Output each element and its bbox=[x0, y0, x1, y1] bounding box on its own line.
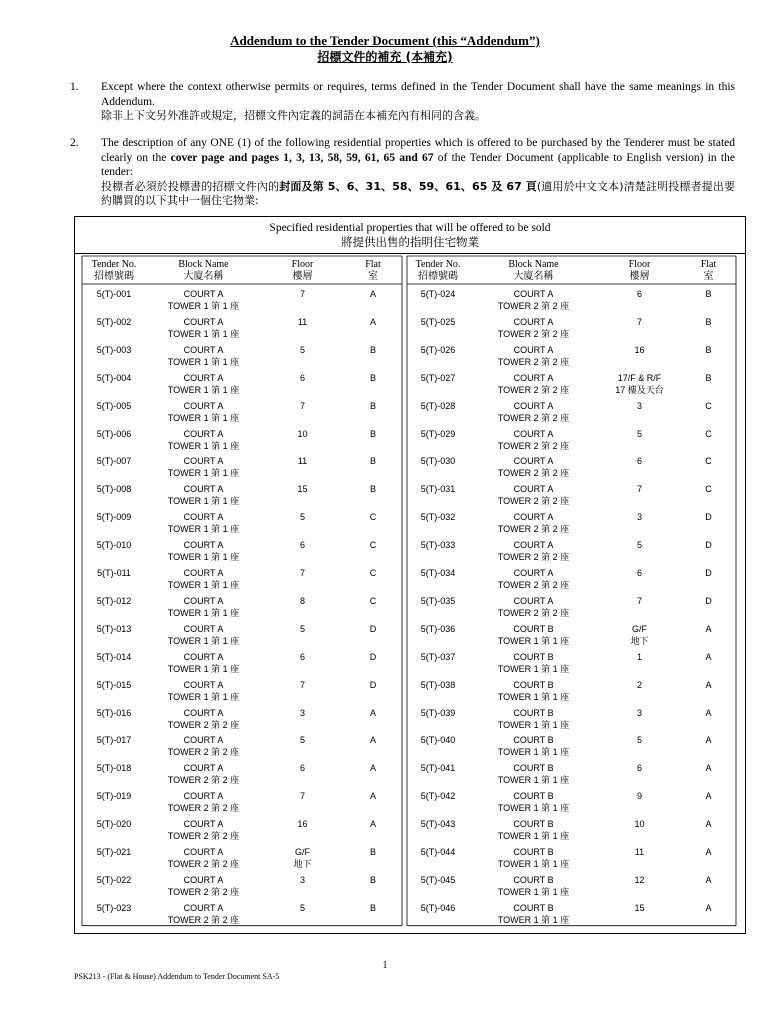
tender-number: 5(T)-024 bbox=[420, 289, 456, 299]
block-court: COURT A bbox=[513, 540, 554, 551]
floor-value: 7 bbox=[636, 484, 642, 495]
flat-value: C bbox=[369, 595, 377, 606]
block-tower: TOWER 2 第 2 座 bbox=[167, 747, 240, 758]
header-tender-no-chinese: 招標號碼 bbox=[418, 271, 458, 282]
tender-number: 5(T)-003 bbox=[96, 344, 132, 355]
flat-value: C bbox=[705, 428, 712, 439]
tender-number: 5(T)-022 bbox=[96, 874, 132, 885]
block-court: COURT A bbox=[183, 484, 224, 495]
block-court: COURT B bbox=[513, 763, 554, 774]
flat-value: A bbox=[705, 735, 712, 746]
flat-value: A bbox=[705, 791, 712, 802]
block-court: COURT B bbox=[513, 707, 554, 718]
flat-value: A bbox=[705, 623, 712, 634]
tender-number: 5(T)-025 bbox=[420, 316, 456, 327]
block-tower: TOWER 2 第 2 座 bbox=[167, 719, 240, 730]
floor-value-chinese: 地下 bbox=[630, 635, 649, 646]
block-tower: TOWER 1 第 1 座 bbox=[167, 412, 240, 423]
clause-1-chinese: 除非上下文另外准許或規定，招標文件內定義的詞語在本補充內有相同的含義。 bbox=[101, 109, 486, 122]
tender-number: 5(T)-013 bbox=[96, 623, 132, 634]
block-court: COURT A bbox=[183, 651, 224, 662]
clause-2-chinese-a: 投標者必須於投標書的招標文件內的 bbox=[101, 179, 280, 193]
flat-value: B bbox=[369, 400, 376, 411]
floor-value: 15 bbox=[634, 902, 645, 913]
block-tower: TOWER 2 第 2 座 bbox=[167, 859, 240, 869]
floor-value: 5 bbox=[299, 735, 305, 746]
floor-value: G/F bbox=[632, 623, 647, 634]
block-court: COURT A bbox=[513, 512, 554, 523]
tender-number: 5(T)-002 bbox=[96, 316, 132, 327]
tender-number: 5(T)-016 bbox=[96, 707, 132, 718]
tender-number: 5(T)-027 bbox=[420, 372, 456, 383]
block-tower: TOWER 1 第 1 座 bbox=[167, 691, 240, 702]
table-caption-divider bbox=[75, 253, 745, 254]
floor-value: 16 bbox=[297, 819, 308, 830]
flat-value: A bbox=[369, 707, 376, 718]
flat-value: C bbox=[705, 456, 712, 467]
block-court: COURT A bbox=[183, 512, 224, 523]
flat-value: D bbox=[705, 595, 712, 606]
floor-value: 11 bbox=[297, 316, 308, 327]
block-tower: TOWER 1 第 1 座 bbox=[167, 635, 240, 646]
flat-value: A bbox=[369, 289, 376, 299]
tender-number: 5(T)-032 bbox=[420, 512, 456, 523]
flat-value: A bbox=[369, 791, 376, 802]
tender-number: 5(T)-039 bbox=[420, 707, 456, 718]
block-tower: TOWER 1 第 1 座 bbox=[167, 607, 240, 618]
block-court: COURT A bbox=[183, 735, 224, 746]
block-tower: TOWER 1 第 1 座 bbox=[167, 580, 240, 590]
floor-value: 5 bbox=[636, 428, 642, 439]
flat-value: A bbox=[705, 707, 712, 718]
block-court: COURT A bbox=[183, 428, 224, 439]
tender-number: 5(T)-010 bbox=[96, 540, 132, 551]
tender-number: 5(T)-015 bbox=[96, 679, 132, 690]
clause-2 bbox=[70, 136, 735, 209]
tender-number: 5(T)-042 bbox=[420, 791, 456, 802]
floor-value: 5 bbox=[636, 540, 642, 551]
tender-number: 5(T)-046 bbox=[420, 902, 456, 913]
floor-value: 17/F & R/F bbox=[617, 372, 662, 383]
tender-number: 5(T)-011 bbox=[97, 568, 131, 578]
block-court: COURT B bbox=[513, 679, 554, 690]
tender-number: 5(T)-023 bbox=[96, 902, 132, 913]
flat-value: A bbox=[369, 819, 376, 830]
header-flat-english: Flat bbox=[700, 259, 717, 270]
floor-value: 11 bbox=[634, 847, 645, 857]
block-court: COURT B bbox=[513, 791, 554, 802]
floor-value: 3 bbox=[636, 400, 642, 411]
flat-value: B bbox=[369, 847, 376, 857]
floor-value: 5 bbox=[299, 623, 305, 634]
tender-number: 5(T)-018 bbox=[96, 763, 132, 774]
floor-value: 1 bbox=[636, 651, 642, 662]
block-tower: TOWER 2 第 2 座 bbox=[497, 524, 570, 535]
tender-number: 5(T)-009 bbox=[96, 512, 132, 523]
block-court: COURT A bbox=[183, 763, 224, 774]
clause-1-english: Except where the context otherwise permits or requires, terms defined in the Tender Document shall have the same meanings in this Addendum. bbox=[101, 81, 735, 108]
flat-value: B bbox=[369, 428, 376, 439]
block-court: COURT B bbox=[513, 735, 554, 746]
block-court: COURT B bbox=[513, 874, 554, 885]
block-court: COURT A bbox=[183, 819, 224, 830]
block-tower: TOWER 1 第 1 座 bbox=[497, 886, 570, 897]
clause-2-english-a: The description of any ONE (1) of the following residential properties which is offered to be purchased by the Tenderer must be stated clearly on the bbox=[101, 137, 735, 164]
floor-value: 3 bbox=[636, 707, 642, 718]
flat-value: B bbox=[369, 902, 376, 913]
block-tower: TOWER 1 第 1 座 bbox=[167, 524, 240, 535]
clause-2-chinese-c: (適用於中文文本)清楚註明投標者提出要約購買的以下其中一個住宅物業: bbox=[101, 179, 735, 207]
tender-number: 5(T)-044 bbox=[420, 847, 456, 857]
block-court: COURT B bbox=[513, 902, 554, 913]
tender-number: 5(T)-030 bbox=[420, 456, 456, 467]
flat-value: D bbox=[705, 568, 712, 578]
tender-number: 5(T)-036 bbox=[420, 623, 456, 634]
block-court: COURT A bbox=[183, 372, 224, 383]
tender-number: 5(T)-040 bbox=[420, 735, 456, 746]
block-tower: TOWER 2 第 2 座 bbox=[497, 440, 570, 451]
block-court: COURT A bbox=[183, 344, 224, 355]
floor-value: 10 bbox=[297, 428, 308, 439]
flat-value: A bbox=[705, 651, 712, 662]
block-tower: TOWER 1 第 1 座 bbox=[167, 301, 240, 311]
block-court: COURT A bbox=[513, 568, 554, 578]
block-court: COURT A bbox=[513, 289, 554, 299]
block-court: COURT A bbox=[183, 456, 224, 467]
tender-number: 5(T)-031 bbox=[420, 484, 456, 495]
tender-number: 5(T)-026 bbox=[420, 344, 456, 355]
header-flat-english: Flat bbox=[365, 259, 381, 270]
tender-number: 5(T)-020 bbox=[96, 819, 132, 830]
block-tower: TOWER 1 第 1 座 bbox=[497, 635, 570, 646]
table-caption-chinese: 將提供出售的指明住宅物業 bbox=[341, 235, 479, 249]
block-tower: TOWER 1 第 1 座 bbox=[497, 775, 570, 786]
floor-value: 7 bbox=[636, 316, 642, 327]
tender-number: 5(T)-035 bbox=[420, 595, 456, 606]
floor-value: 5 bbox=[299, 344, 305, 355]
tender-number: 5(T)-038 bbox=[420, 679, 456, 690]
block-tower: TOWER 1 第 1 座 bbox=[167, 440, 240, 451]
floor-value: 11 bbox=[297, 456, 308, 467]
tender-number: 5(T)-014 bbox=[96, 651, 132, 662]
block-tower: TOWER 2 第 2 座 bbox=[497, 384, 570, 395]
floor-value: 6 bbox=[636, 568, 642, 578]
clause-1-number: 1. bbox=[70, 81, 79, 93]
block-court: COURT B bbox=[513, 651, 554, 662]
flat-value: D bbox=[369, 679, 377, 690]
flat-value: A bbox=[369, 316, 376, 327]
block-court: COURT A bbox=[513, 344, 554, 355]
clause-2-english-pages: cover page and pages 1, 3, 13, 58, 59, 61, 65 and 67 bbox=[170, 151, 434, 164]
flat-value: D bbox=[705, 540, 712, 551]
clause-2-english-c: of the Tender Document (applicable to English version) in the tender: bbox=[101, 151, 735, 178]
block-tower: TOWER 1 第 1 座 bbox=[167, 468, 240, 479]
block-tower: TOWER 1 第 1 座 bbox=[167, 328, 240, 339]
block-court: COURT A bbox=[183, 623, 224, 634]
block-tower: TOWER 2 第 2 座 bbox=[167, 831, 240, 842]
floor-value: 16 bbox=[634, 344, 645, 355]
block-tower: TOWER 1 第 1 座 bbox=[497, 691, 570, 702]
block-court: COURT A bbox=[183, 902, 224, 913]
flat-value: B bbox=[705, 316, 712, 327]
block-court: COURT A bbox=[183, 707, 224, 718]
flat-value: C bbox=[369, 540, 377, 551]
tender-number: 5(T)-043 bbox=[420, 819, 456, 830]
block-court: COURT A bbox=[183, 289, 224, 299]
tender-number: 5(T)-028 bbox=[420, 400, 456, 411]
floor-value: 5 bbox=[636, 735, 642, 746]
block-tower: TOWER 1 第 1 座 bbox=[167, 356, 240, 367]
block-tower: TOWER 1 第 1 座 bbox=[167, 663, 240, 674]
block-tower: TOWER 2 第 2 座 bbox=[497, 580, 570, 590]
properties-table bbox=[74, 216, 746, 934]
tender-number: 5(T)-008 bbox=[96, 484, 132, 495]
floor-value: 3 bbox=[299, 874, 305, 885]
floor-value: 15 bbox=[297, 484, 308, 495]
header-tender-no-english: Tender No. bbox=[91, 259, 137, 270]
block-court: COURT A bbox=[513, 316, 554, 327]
tender-number: 5(T)-006 bbox=[96, 428, 132, 439]
floor-value: 3 bbox=[636, 512, 642, 523]
block-tower: TOWER 2 第 2 座 bbox=[167, 775, 240, 786]
clause-2-chinese-pages: 封面及第 5、6、31、58、59、61、65 及 67 頁 bbox=[279, 179, 537, 193]
page-number: 1 bbox=[382, 960, 388, 971]
floor-value-chinese: 17 樓及天台 bbox=[615, 384, 664, 395]
block-court: COURT A bbox=[513, 456, 554, 467]
header-block-name-chinese: 大廈名稱 bbox=[513, 271, 554, 282]
floor-value: 5 bbox=[299, 902, 305, 913]
tender-number: 5(T)-041 bbox=[420, 763, 456, 774]
flat-value: B bbox=[705, 372, 712, 383]
title-english: Addendum to the Tender Document (this “Addendum”) bbox=[230, 33, 540, 48]
clause-2-number: 2. bbox=[70, 137, 79, 149]
tender-number: 5(T)-007 bbox=[96, 456, 132, 467]
block-court: COURT A bbox=[513, 484, 554, 495]
block-court: COURT A bbox=[183, 540, 224, 551]
block-tower: TOWER 2 第 2 座 bbox=[497, 607, 570, 618]
flat-value: A bbox=[705, 679, 712, 690]
floor-value: 12 bbox=[634, 874, 645, 885]
floor-value: 7 bbox=[299, 791, 305, 802]
block-tower: TOWER 2 第 2 座 bbox=[497, 468, 570, 479]
floor-value: 6 bbox=[299, 763, 305, 774]
tender-number: 5(T)-017 bbox=[96, 735, 132, 746]
block-tower: TOWER 1 第 1 座 bbox=[497, 747, 570, 758]
floor-value: 7 bbox=[636, 595, 642, 606]
flat-value: A bbox=[705, 902, 712, 913]
block-court: COURT B bbox=[513, 819, 554, 830]
floor-value: 6 bbox=[299, 651, 305, 662]
floor-value: 7 bbox=[299, 400, 305, 411]
floor-value: 9 bbox=[636, 791, 642, 802]
flat-value: A bbox=[705, 819, 712, 830]
block-tower: TOWER 1 第 1 座 bbox=[497, 914, 570, 925]
clause-1 bbox=[70, 80, 735, 124]
block-court: COURT A bbox=[183, 400, 224, 411]
floor-value-chinese: 地下 bbox=[293, 859, 312, 869]
flat-value: C bbox=[705, 400, 712, 411]
block-tower: TOWER 2 第 2 座 bbox=[497, 328, 570, 339]
tender-number: 5(T)-001 bbox=[96, 289, 132, 299]
tender-number: 5(T)-021 bbox=[96, 847, 132, 857]
flat-value: B bbox=[705, 344, 712, 355]
header-floor-chinese: 樓層 bbox=[292, 271, 313, 282]
block-tower: TOWER 1 第 1 座 bbox=[167, 496, 240, 507]
flat-value: A bbox=[705, 874, 712, 885]
block-court: COURT A bbox=[183, 679, 224, 690]
header-block-name-chinese: 大廈名稱 bbox=[183, 271, 224, 282]
flat-value: D bbox=[369, 651, 377, 662]
block-tower: TOWER 1 第 1 座 bbox=[497, 663, 570, 674]
header-floor-chinese: 樓層 bbox=[629, 271, 650, 282]
block-tower: TOWER 2 第 2 座 bbox=[497, 412, 570, 423]
flat-value: B bbox=[705, 289, 712, 299]
header-tender-no-english: Tender No. bbox=[415, 259, 461, 270]
block-tower: TOWER 1 第 1 座 bbox=[497, 831, 570, 842]
floor-value: 7 bbox=[299, 568, 305, 578]
tender-number: 5(T)-034 bbox=[420, 568, 456, 578]
block-court: COURT A bbox=[183, 316, 224, 327]
block-tower: TOWER 2 第 2 座 bbox=[167, 886, 240, 897]
tender-number: 5(T)-004 bbox=[96, 372, 132, 383]
table-caption-english: Specified residential properties that will be offered to be sold bbox=[269, 222, 551, 234]
floor-value: 6 bbox=[636, 763, 642, 774]
block-tower: TOWER 1 第 1 座 bbox=[497, 719, 570, 730]
flat-value: B bbox=[369, 874, 376, 885]
flat-value: B bbox=[369, 344, 376, 355]
block-court: COURT A bbox=[183, 568, 224, 578]
header-flat-chinese: 室 bbox=[703, 271, 714, 282]
flat-value: B bbox=[369, 484, 376, 495]
footer-reference: PSK213 - (Flat & House) Addendum to Tender Document SA-5 bbox=[74, 972, 280, 981]
block-tower: TOWER 1 第 1 座 bbox=[497, 803, 570, 814]
block-tower: TOWER 2 第 2 座 bbox=[497, 552, 570, 563]
flat-value: B bbox=[369, 456, 376, 467]
flat-value: D bbox=[705, 512, 712, 523]
flat-value: B bbox=[369, 372, 376, 383]
flat-value: A bbox=[369, 735, 376, 746]
header-block-name-english: Block Name bbox=[508, 259, 559, 270]
block-tower: TOWER 2 第 2 座 bbox=[167, 803, 240, 814]
tender-number: 5(T)-012 bbox=[96, 595, 132, 606]
tender-number: 5(T)-033 bbox=[420, 540, 456, 551]
tender-number: 5(T)-037 bbox=[420, 651, 456, 662]
clause-2-chinese bbox=[101, 180, 735, 209]
header-floor-english: Floor bbox=[628, 259, 651, 270]
block-tower: TOWER 2 第 2 座 bbox=[497, 496, 570, 507]
tender-number: 5(T)-045 bbox=[420, 874, 456, 885]
block-court: COURT A bbox=[513, 372, 554, 383]
floor-value: 5 bbox=[299, 512, 305, 523]
header-block-name-english: Block Name bbox=[178, 259, 229, 270]
floor-value: 2 bbox=[636, 679, 642, 690]
block-court: COURT A bbox=[183, 791, 224, 802]
floor-value: G/F bbox=[295, 847, 310, 857]
header-flat-chinese: 室 bbox=[368, 271, 378, 282]
header-floor-english: Floor bbox=[291, 259, 314, 270]
flat-value: C bbox=[705, 484, 712, 495]
clause-2-english bbox=[101, 136, 735, 180]
header-tender-no-chinese: 招標號碼 bbox=[94, 271, 134, 282]
block-tower: TOWER 2 第 2 座 bbox=[167, 914, 240, 925]
block-court: COURT A bbox=[183, 595, 224, 606]
title-chinese: 招標文件的補充 (本補充) bbox=[317, 50, 453, 64]
flat-value: A bbox=[369, 763, 376, 774]
tender-number: 5(T)-029 bbox=[420, 428, 456, 439]
flat-value: C bbox=[369, 512, 377, 523]
floor-value: 8 bbox=[299, 595, 305, 606]
tender-number: 5(T)-019 bbox=[96, 791, 132, 802]
floor-value: 6 bbox=[299, 372, 305, 383]
block-court: COURT A bbox=[513, 428, 554, 439]
floor-value: 6 bbox=[299, 540, 305, 551]
flat-value: A bbox=[705, 763, 712, 774]
flat-value: A bbox=[705, 847, 712, 857]
block-court: COURT A bbox=[183, 847, 224, 857]
block-tower: TOWER 1 第 1 座 bbox=[497, 859, 570, 869]
flat-value: C bbox=[369, 568, 377, 578]
block-tower: TOWER 2 第 2 座 bbox=[497, 301, 570, 311]
floor-value: 6 bbox=[636, 289, 642, 299]
flat-value: D bbox=[369, 623, 377, 634]
floor-value: 3 bbox=[299, 707, 305, 718]
floor-value: 6 bbox=[636, 456, 642, 467]
block-court: COURT B bbox=[513, 847, 554, 857]
block-tower: TOWER 1 第 1 座 bbox=[167, 552, 240, 563]
floor-value: 7 bbox=[299, 289, 305, 299]
floor-value: 10 bbox=[634, 819, 645, 830]
block-court: COURT A bbox=[513, 595, 554, 606]
tender-number: 5(T)-005 bbox=[96, 400, 132, 411]
block-court: COURT A bbox=[183, 874, 224, 885]
block-tower: TOWER 1 第 1 座 bbox=[167, 384, 240, 395]
block-tower: TOWER 2 第 2 座 bbox=[497, 356, 570, 367]
block-court: COURT B bbox=[513, 623, 554, 634]
block-court: COURT A bbox=[513, 400, 554, 411]
floor-value: 7 bbox=[299, 679, 305, 690]
